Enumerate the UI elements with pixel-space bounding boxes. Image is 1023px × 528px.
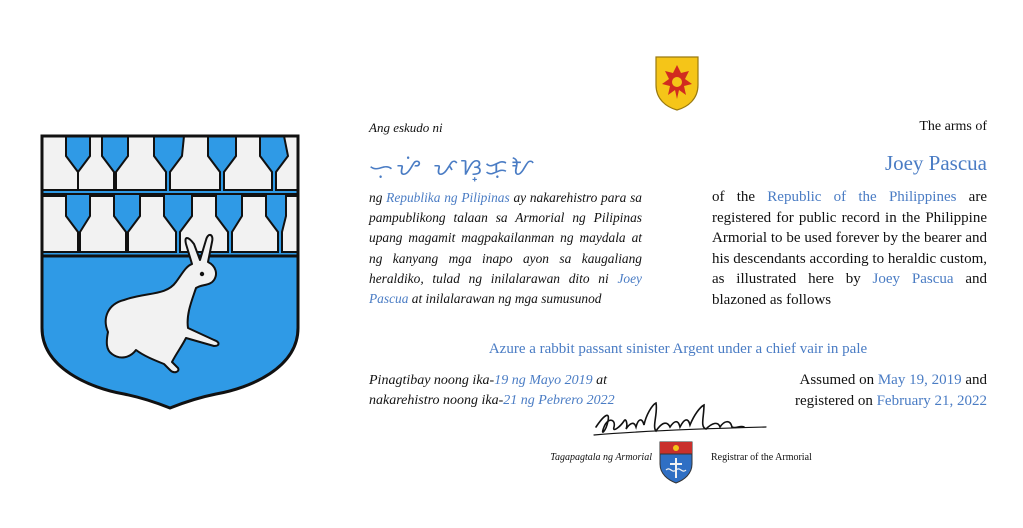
registered-date-en: February 21, 2022 <box>876 393 987 409</box>
registrar-label-filipino: Tagapagtala ng Armorial <box>550 452 652 463</box>
blazon-text: Azure a rabbit passant sinister Argent under a chief vair in pale <box>488 341 868 357</box>
republic-link-en[interactable]: Republic of the Philippines <box>767 189 957 205</box>
author-link-en[interactable]: Joey Pascua <box>872 271 954 287</box>
assumed-date-fil: 19 ng Mayo 2019 <box>494 373 593 388</box>
assumed-date-en: May 19, 2019 <box>877 372 962 388</box>
owner-name: Joey Pascua <box>884 151 987 175</box>
registrar-shield-icon <box>658 440 694 484</box>
filipino-registration-text: ng Republika ng Pilipinas ay nakarehistro para sa pampublikong talaan sa Armorial ng Pilipinas upang magamit magpakailanman ng maydala at ng kanyang mga inapo ayon sa kaugaliang heraldiko, tulad ng inilalarawan dito ni Joey Pascua at inilalarawan ng mga sumusunod <box>369 190 642 307</box>
coat-of-arms-shield <box>36 132 304 410</box>
english-registration-text: of the Republic of the Philippines are registered for public record in the Philippine Armorial to be used forever by the bearer and his descendants according to heraldic custom, as illustrated here by Joey Pascua and blazoned as follows <box>712 189 987 308</box>
owner-name-baybayin: ᜑᜓᜌᜒ ᜉᜐ᜔ᜃᜓᜀ <box>369 155 537 181</box>
republic-link-fil[interactable]: Republika ng Pilipinas <box>386 190 510 205</box>
armorial-crest-emblem <box>654 55 700 111</box>
registered-date-fil: 21 ng Pebrero 2022 <box>503 393 615 408</box>
dates-filipino: Pinagtibay noong ika-19 ng Mayo 2019 at nakarehistro noong ika-21 ng Pebrero 2022 <box>369 373 615 408</box>
author-link-fil[interactable]: Joey Pascua <box>369 270 642 307</box>
filipino-intro-label: Ang eskudo ni <box>369 120 443 135</box>
english-intro-label: The arms of <box>919 119 987 134</box>
dates-english: Assumed on May 19, 2019 and registered on February 21, 2022 <box>794 372 987 409</box>
registrar-label-english: Registrar of the Armorial <box>711 452 812 463</box>
